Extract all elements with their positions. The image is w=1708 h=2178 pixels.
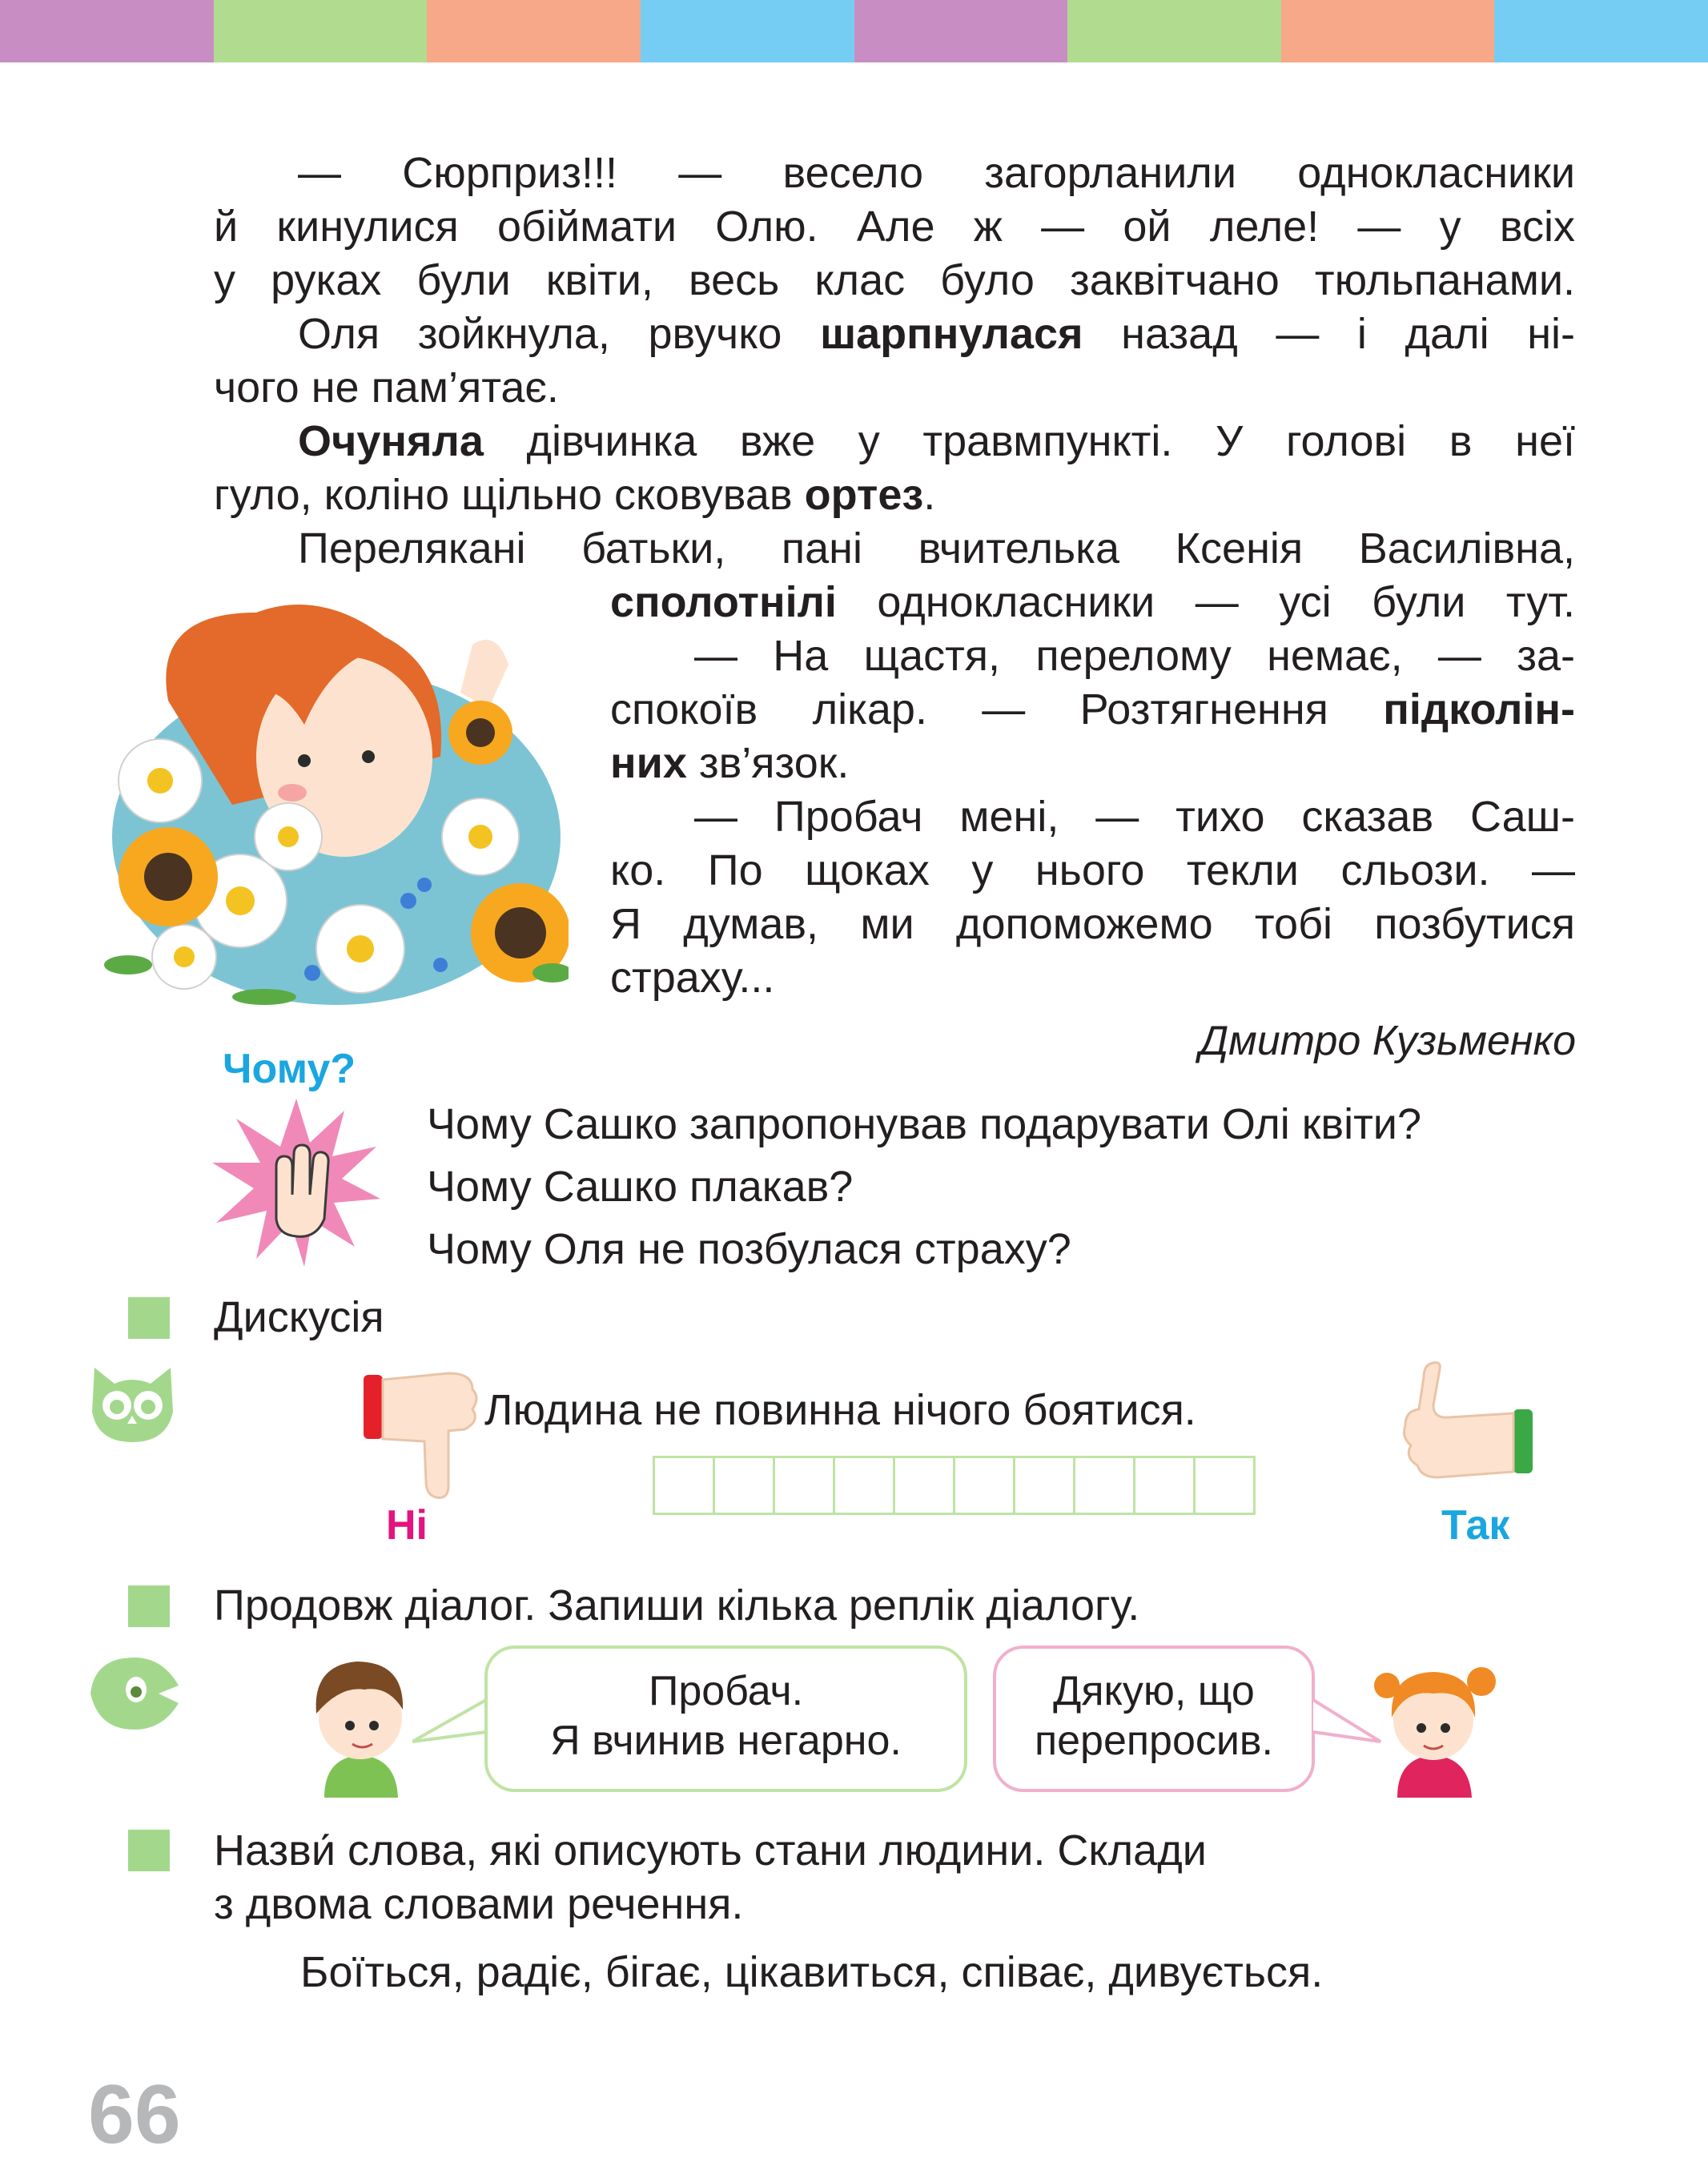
stripe <box>1281 0 1495 62</box>
stripe <box>854 0 1068 62</box>
answer-cell[interactable] <box>655 1458 715 1513</box>
stripe <box>1067 0 1281 62</box>
hand-three-fingers-icon <box>212 1099 380 1267</box>
bubble-line: Я вчинив негарно. <box>550 1718 902 1764</box>
girl-flowers-illustration <box>104 597 569 1013</box>
answer-grid[interactable] <box>653 1456 1256 1515</box>
answer-cell[interactable] <box>955 1458 1015 1513</box>
bubble-line: Пробач. <box>648 1668 804 1714</box>
story-line: Я думав, ми допоможемо тобі позбутися <box>610 900 1575 948</box>
stripe <box>214 0 428 62</box>
why-question: Чому Сашко плакав? <box>427 1163 854 1211</box>
thumb-up-icon <box>1401 1361 1537 1481</box>
bubble-tail <box>412 1694 488 1758</box>
story-line: — Сюрприз!!! — весело загорланили однокласники <box>298 149 1575 197</box>
story-line: сполотнілі однокласники — усі були тут. <box>610 578 1575 626</box>
story-line: — Пробач мені, — тихо сказав Саш- <box>694 793 1575 841</box>
dialog-task: Продовж діалог. Запиши кілька реплік діалогу. <box>214 1581 1140 1629</box>
task-line: Назви́ слова, які описують стани людини. Склади <box>214 1826 1207 1875</box>
bubble-line: Дякую, що <box>1053 1668 1255 1714</box>
yes-label: Так <box>1441 1502 1510 1549</box>
task-marker <box>128 1297 170 1339</box>
story-line: спокоїв лікар. — Розтягнення підколін- <box>610 685 1575 733</box>
stripe <box>427 0 641 62</box>
why-title: Чому? <box>223 1046 356 1092</box>
answer-cell[interactable] <box>1135 1458 1196 1513</box>
story-line: Оля зойкнула, рвучко шарпнулася назад — і далі ні- <box>298 310 1575 358</box>
why-question: Чому Сашко запропонував подарувати Олі квіти? <box>427 1100 1421 1148</box>
story-line: гуло, коліно щільно сковував ортез. <box>214 471 936 519</box>
stripe <box>0 0 214 62</box>
thumb-down-icon <box>360 1365 488 1501</box>
header-stripes <box>0 0 1708 62</box>
page-number: 66 <box>88 2068 181 2161</box>
story-line: чого не пам’ятає. <box>214 364 559 412</box>
answer-cell[interactable] <box>775 1458 835 1513</box>
answer-cell[interactable] <box>895 1458 955 1513</box>
story-author: Дмитро Кузьменко <box>1199 1018 1576 1064</box>
task-marker <box>128 1585 170 1627</box>
bird-head-icon <box>86 1654 183 1734</box>
why-question: Чому Оля не позбулася страху? <box>427 1225 1071 1273</box>
task-line: з двома словами речення. <box>214 1880 744 1928</box>
girl-illustration <box>1369 1650 1501 1798</box>
story-line: них зв’язок. <box>610 739 850 787</box>
story-line: й кинулися обіймати Олю. Але ж — ой леле! — у всіх <box>214 203 1575 251</box>
stripe <box>641 0 854 62</box>
girl-speech-bubble <box>993 1646 1315 1792</box>
answer-cell[interactable] <box>715 1458 775 1513</box>
story-line: — На щастя, перелому немає, — за- <box>694 632 1575 680</box>
answer-cell[interactable] <box>1075 1458 1135 1513</box>
story-line: Перелякані батьки, пані вчителька Ксенія Василівна, <box>298 524 1575 573</box>
bubble-line: перепросив. <box>1034 1718 1274 1764</box>
answer-cell[interactable] <box>835 1458 895 1513</box>
stripe <box>1494 0 1708 62</box>
words-task <box>214 1824 1207 1931</box>
answer-cell[interactable] <box>1196 1458 1253 1513</box>
boy-illustration <box>300 1650 420 1798</box>
story-line: у руках були квіти, весь клас було заквітчано тюльпанами. <box>214 256 1575 304</box>
story-line: ко. По щоках у нього текли сльози. — <box>610 846 1575 894</box>
owl-icon <box>86 1364 179 1444</box>
discussion-title: Дискусія <box>214 1293 384 1341</box>
boy-speech-bubble <box>484 1646 967 1792</box>
words-examples: Боїться, радіє, бігає, цікавиться, співає, дивується. <box>300 1948 1324 1996</box>
answer-cell[interactable] <box>1015 1458 1075 1513</box>
discussion-statement: Людина не повинна нічого боятися. <box>484 1386 1196 1434</box>
story-line: страху... <box>610 954 775 1002</box>
no-label: Ні <box>386 1502 428 1549</box>
task-marker <box>128 1830 170 1871</box>
story-line: Очуняла дівчинка вже у травмпункті. У голові в неї <box>298 417 1575 465</box>
